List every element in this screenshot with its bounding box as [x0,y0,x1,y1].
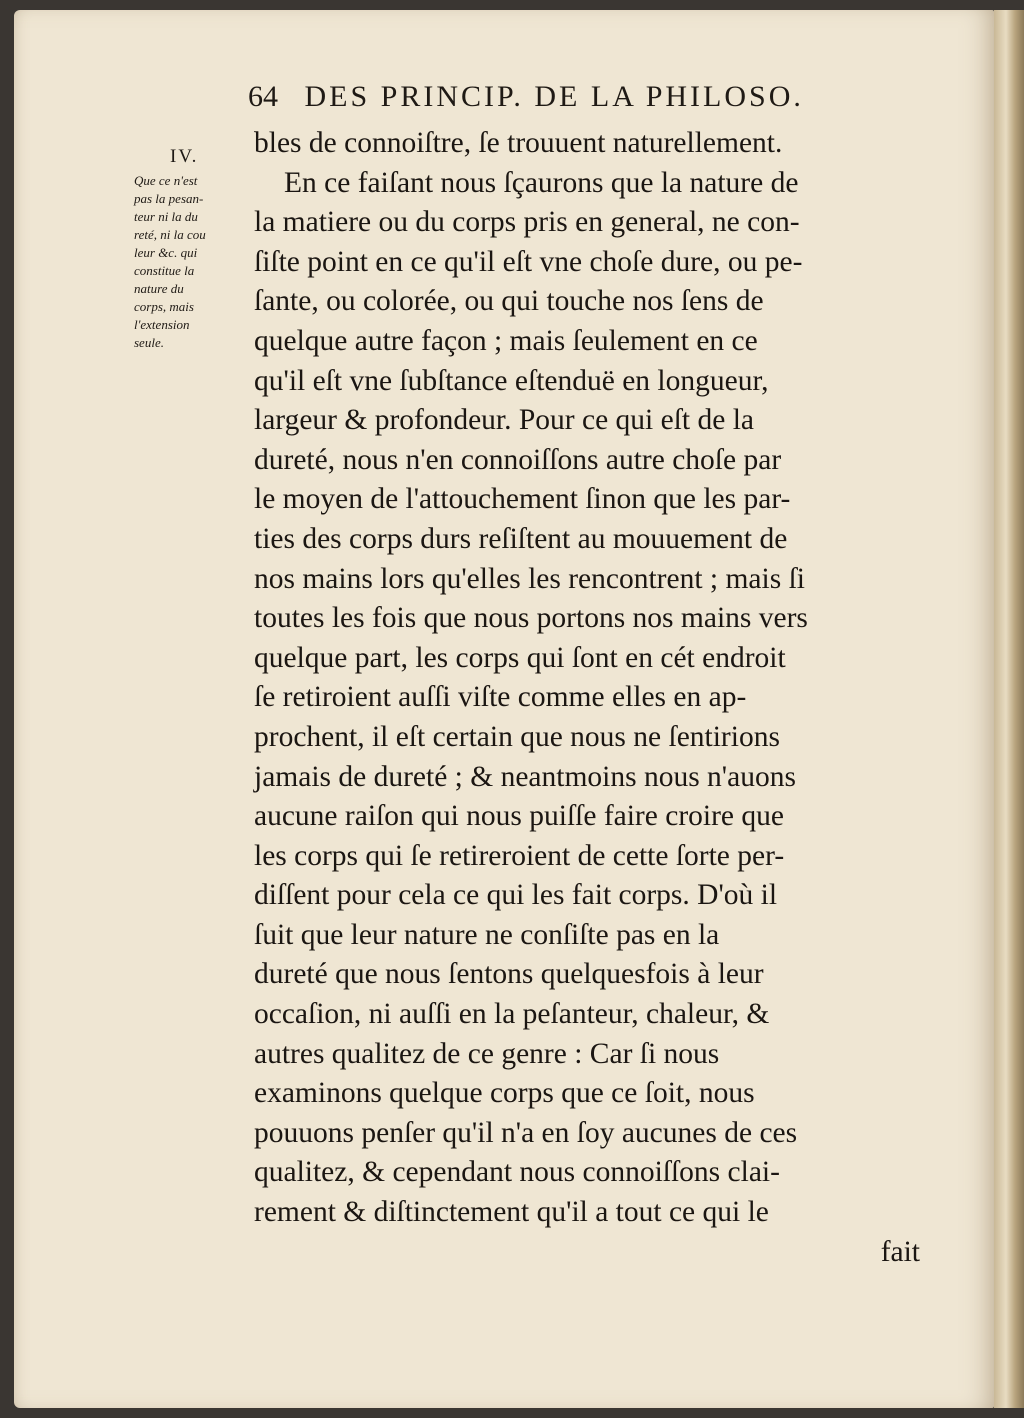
text-line: toutes les fois que nous portons nos mains vers [254,602,808,635]
note-line: teur ni la du [134,209,198,224]
text-line: prochent, il eſt certain que nous ne ſentirions [254,720,780,753]
text-line: largeur & profondeur. Pour ce qui eſt de la [254,404,754,437]
text-line: quelque autre façon ; mais ſeulement en ce [254,324,758,357]
text-line: ſiſte point en ce qu'il eſt vne choſe dure, ou pe- [254,245,803,278]
text-line: nos mains lors qu'elles les rencontrent ; mais ſi [254,562,805,595]
text-line: dureté que nous ſentons quelquesfois à leur [254,958,764,991]
text-line: qualitez, & cependant nous connoiſſons clai- [254,1156,780,1189]
section-number: IV. [170,146,199,167]
text-line: ſe retiroient auſſi viſte comme elles en ap- [254,681,747,714]
text-line: diſſent pour cela ce qui les fait corps. D'où il [254,879,778,912]
marginal-note [134,172,244,352]
running-header [248,80,804,114]
text-line: ties des corps durs reſiſtent au mouuement de [254,522,788,555]
text-line: le moyen de l'attouchement ſinon que les par- [254,483,791,516]
text-line: autres qualitez de ce genre : Car ſi nous [254,1037,720,1070]
note-line: reté, ni la cou [134,227,206,242]
note-line: leur &c. qui [134,245,198,260]
running-title: DES PRINCIP. DE LA PHILOSO. [304,80,804,113]
text-line: qu'il eſt vne ſubſtance eſtenduë en longueur, [254,364,769,397]
text-line: quelque part, les corps qui ſont en cét endroit [254,641,786,674]
text-line: la matiere ou du corps pris en general, ne con- [254,206,800,239]
note-line: pas la pesan- [134,191,204,206]
text-line: jamais de dureté ; & neantmoins nous n'auons [254,760,796,793]
text-line: bles de connoiſtre, ſe trouuent naturellement. [254,127,783,159]
text-line: examinons quelque corps que ce ſoit, nous [254,1077,755,1110]
text-line: les corps qui ſe retireroient de cette ſorte per- [254,839,785,872]
text-line: En ce faiſant nous ſçaurons que la nature de [284,166,799,199]
page-edge [994,10,1024,1408]
note-line: seule. [134,335,164,350]
note-line: nature du [134,281,184,296]
page-number: 64 [248,80,278,113]
note-line: l'extension [134,317,190,332]
note-line: constitue la [134,263,195,278]
body-text [254,124,920,1272]
text-line: ſuit que leur nature ne conſiſte pas en la [254,918,720,951]
note-line: corps, mais [134,299,194,314]
note-line: Que ce n'est [134,173,198,188]
text-line: pouuons penſer qu'il n'a en ſoy aucunes de ces [254,1116,798,1149]
text-line: aucune raiſon qui nous puiſſe faire croire que [254,800,784,833]
text-line: occaſion, ni auſſi en la peſanteur, chaleur, & [254,998,770,1031]
catchword: fait [880,1235,920,1268]
text-line: ſante, ou colorée, ou qui touche nos ſens de [254,285,764,318]
text-line: dureté, nous n'en connoiſſons autre choſe par [254,443,782,476]
text-line: rement & diſtinctement qu'il a tout ce qui le [254,1196,769,1229]
